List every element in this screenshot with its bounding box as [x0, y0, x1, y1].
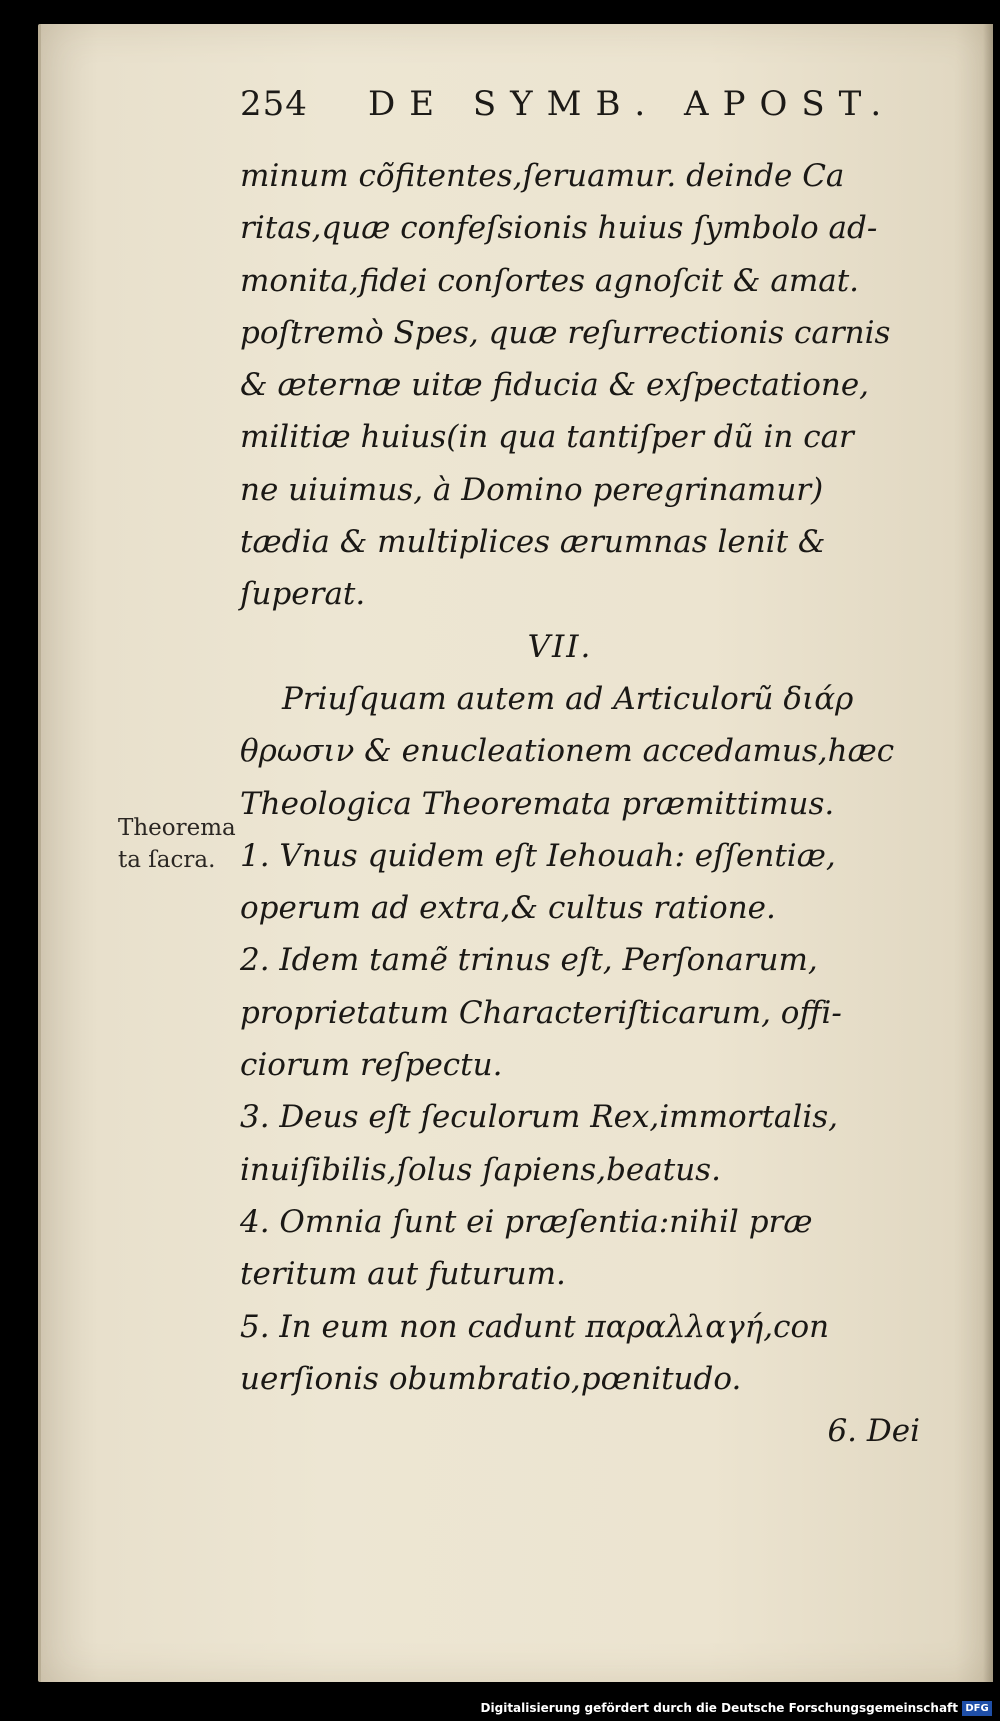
text-line: minum cõfitentes,ſeruamur. deinde Ca	[240, 158, 845, 194]
catchword: 6. Dei	[827, 1413, 920, 1450]
margin-note-line: Theorema	[118, 815, 236, 841]
footer-bar	[0, 1693, 1000, 1721]
text-line: monita,fidei conſortes agnoſcit & amat.	[240, 262, 860, 299]
main-text	[240, 150, 940, 1457]
page-number: 254	[240, 84, 308, 124]
text-line: Priuſquam autem ad Articulorũ διάρ	[282, 680, 854, 717]
text-line: Theologica Theoremata præmittimus.	[240, 785, 835, 822]
text-line: 5. In eum non cadunt παραλλαγή,con	[240, 1308, 830, 1345]
running-head: DE SYMB. APOST.	[368, 84, 896, 124]
text-line: 1. Vnus quidem eſt Iehouah: eſſentiæ,	[240, 837, 836, 874]
text-line: 3. Deus eſt ſeculorum Rex,immortalis,	[240, 1099, 838, 1136]
text-line: operum ad extra,& cultus ratione.	[240, 890, 776, 927]
funding-credit: Digitalisierung gefördert durch die Deutsche Forschungsgemeinschaft	[480, 1701, 958, 1715]
text-line: & æternæ uitæ fiducia & exſpectatione,	[240, 367, 870, 404]
text-line: θρωσιν & enucleationem accedamus,hæc	[240, 733, 895, 770]
text-line: ſuperat.	[240, 576, 366, 613]
text-line: ciorum reſpectu.	[240, 1047, 503, 1084]
text-line: inuiſibilis,ſolus ſapiens,beatus.	[240, 1151, 721, 1188]
text-line: uerſionis obumbratio,pœnitudo.	[240, 1360, 742, 1397]
text-line: tædia & multiplices ærumnas lenit &	[240, 524, 826, 561]
text-line: teritum aut futurum.	[240, 1256, 566, 1293]
text-line: ritas,quæ confeſsionis huius ſymbolo ad-	[240, 210, 878, 247]
page-header	[240, 84, 920, 144]
text-line: militiæ huius(in qua tantiſper dũ in car	[240, 419, 854, 456]
text-line: poſtremò Spes, quæ reſurrectionis carnis	[240, 314, 891, 351]
text-line: 4. Omnia ſunt ei præſentia:nihil præ	[240, 1203, 813, 1240]
text-line: ne uiuimus, à Domino peregrinamur)	[240, 471, 824, 508]
margin-note	[118, 812, 258, 876]
page-edge-shadow	[983, 24, 993, 1682]
section-heading: VII.	[527, 628, 593, 665]
text-line: 2. Idem tamẽ trinus eſt, Perſonarum,	[240, 942, 818, 979]
text-line: proprietatum Characteriſticarum, offi-	[240, 994, 842, 1031]
margin-note-line: ta ſacra.	[118, 847, 216, 873]
dfg-logo: DFG	[962, 1701, 992, 1716]
